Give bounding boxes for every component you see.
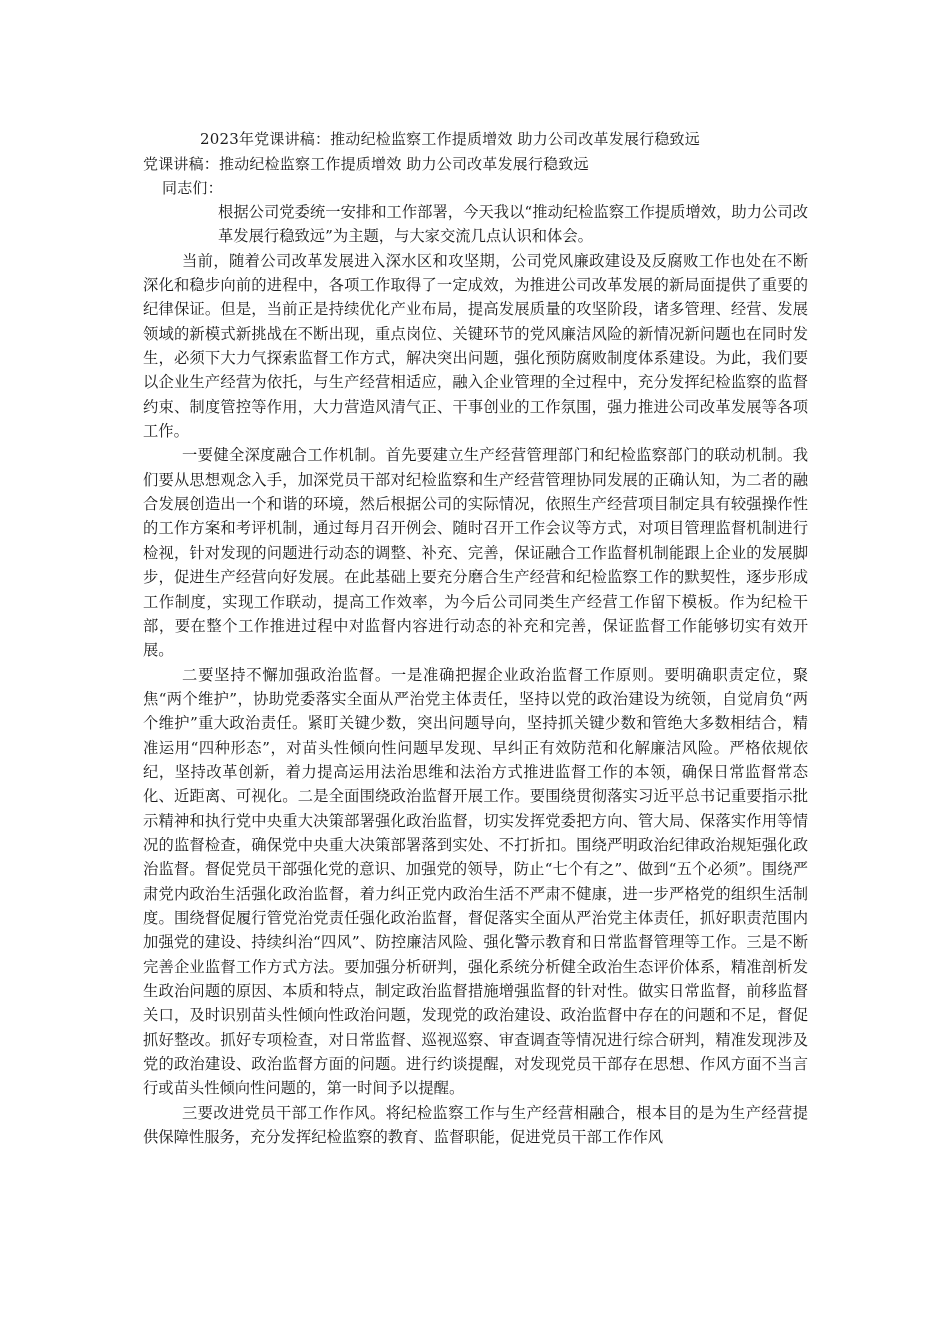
- paragraph-point-three: 三要改进党员干部工作作风。将纪检监察工作与生产经营相融合，根本目的是为生产经营提供保障性服务，充分发挥纪检监察的教育、监督职能，促进党员干部工作作风: [143, 1103, 808, 1147]
- document-body: [143, 200, 808, 1149]
- document-subtitle: 党课讲稿：推动纪检监察工作提质增效 助力公司改革发展行稳致远: [143, 155, 589, 173]
- paragraph-point-two: 二要坚持不懈加强政治监督。一是准确把握企业政治监督工作原则。要明确职责定位，聚焦“两个维护”，协助党委落实全面从严治党主体责任，坚持以党的政治建设为统领，自觉肩负“两个维护”重大政治责任。紧盯关键少数，突出问题导向，坚持抓关键少数和管绝大多数相结合，精准运用“四种形态”，对苗头性倾向性问题早发现、早纠正有效防范和化解廉洁风险。严格依规依纪，坚持改革创新，着力提高运用法治思维和法治方式推进监督工作的本领，确保日常监督常态化、近距离、可视化。二是全面围绕政治监督开展工作。要围绕贯彻落实习近平总书记重要指示批示精神和执行党中央重大决策部署强化政治监督，切实发挥党委把方向、管大局、保落实作用等情况的监督检查，确保党中央重大决策部署落到实处、不打折扣。围绕严明政治纪律政治规矩强化政治监督。督促党员干部强化党的意识、加强党的领导，防止“七个有之”、做到“五个必须”。围绕严肃党内政治生活强化政治监督，着力纠正党内政治生活不严肃不健康，进一步严格党的组织生活制度。围绕督促履行管党治党责任强化政治监督，督促落实全面从严治党主体责任，抓好职责范围内加强党的建设、持续纠治“四风”、防控廉洁风险、强化警示教育和日常监督管理等工作。三是不断完善企业监督工作方式方法。要加强分析研判，强化系统分析健全政治生态评价体系，精准剖析发生政治问题的原因、本质和特点，制定政治监督措施增强监督的针对性。做实日常监督，前移监督关口，及时识别苗头性倾向性政治问题，发现党的政治建设、政治监督中存在的问题和不足，督促抓好整改。抓好专项检查，对日常监督、巡视巡察、审查调查等情况进行综合研判，精准发现涉及党的政治建设、政治监督方面的问题。进行约谈提醒，对发现党员干部存在思想、作风方面不当言行或苗头性倾向性问题的，第一时间予以提醒。: [143, 665, 808, 1098]
- document-title: 2023年党课讲稿：推动纪检监察工作提质增效 助力公司改革发展行稳致远: [200, 130, 700, 148]
- paragraph-intro: 根据公司党委统一安排和工作部署，今天我以“推动纪检监察工作提质增效，助力公司改革发展行稳致远”为主题，与大家交流几点认识和体会。: [218, 203, 808, 246]
- paragraph-background: 当前，随着公司改革发展进入深水区和攻坚期，公司党风廉政建设及反腐败工作也处在不断深化和稳步向前的进程中，各项工作取得了一定成效，为推进公司改革发展的新局面提供了重要的纪律保证。但是，当前正是持续优化产业布局，提高发展质量的攻坚阶段，诸多管理、经营、发展领域的新模式新挑战在不断出现，重点岗位、关键环节的党风廉洁风险的新情况新问题也在同时发生，必须下大力气探索监督工作方式，解决突出问题，强化预防腐败制度体系建设。为此，我们要以企业生产经营为依托，与生产经营相适应，融入企业管理的全过程中，充分发挥纪检监察的监督约束、制度管控等作用，大力营造风清气正、干事创业的工作氛围，强力推进公司改革发展等各项工作。: [143, 251, 808, 441]
- greeting: 同志们：: [162, 179, 223, 197]
- paragraph-point-one: 一要健全深度融合工作机制。首先要建立生产经营管理部门和纪检监察部门的联动机制。我们要从思想观念入手，加深党员干部对纪检监察和生产经营管理协同发展的正确认知，为二者的融合发展创造出一个和谐的环境，然后根据公司的实际情况，依照生产经营项目制定具有较强操作性的工作方案和考评机制，通过每月召开例会、随时召开工作会议等方式，对项目管理监督机制进行检视，针对发现的问题进行动态的调整、补充、完善，保证融合工作监督机制能跟上企业的发展脚步，促进生产经营向好发展。在此基础上要充分磨合生产经营和纪检监察工作的默契性，逐步形成工作制度，实现工作联动，提高工作效率，为今后公司同类生产经营工作留下模板。作为纪检干部，要在整个工作推进过程中对监督内容进行动态的补充和完善，保证监督工作能够切实有效开展。: [143, 446, 808, 660]
